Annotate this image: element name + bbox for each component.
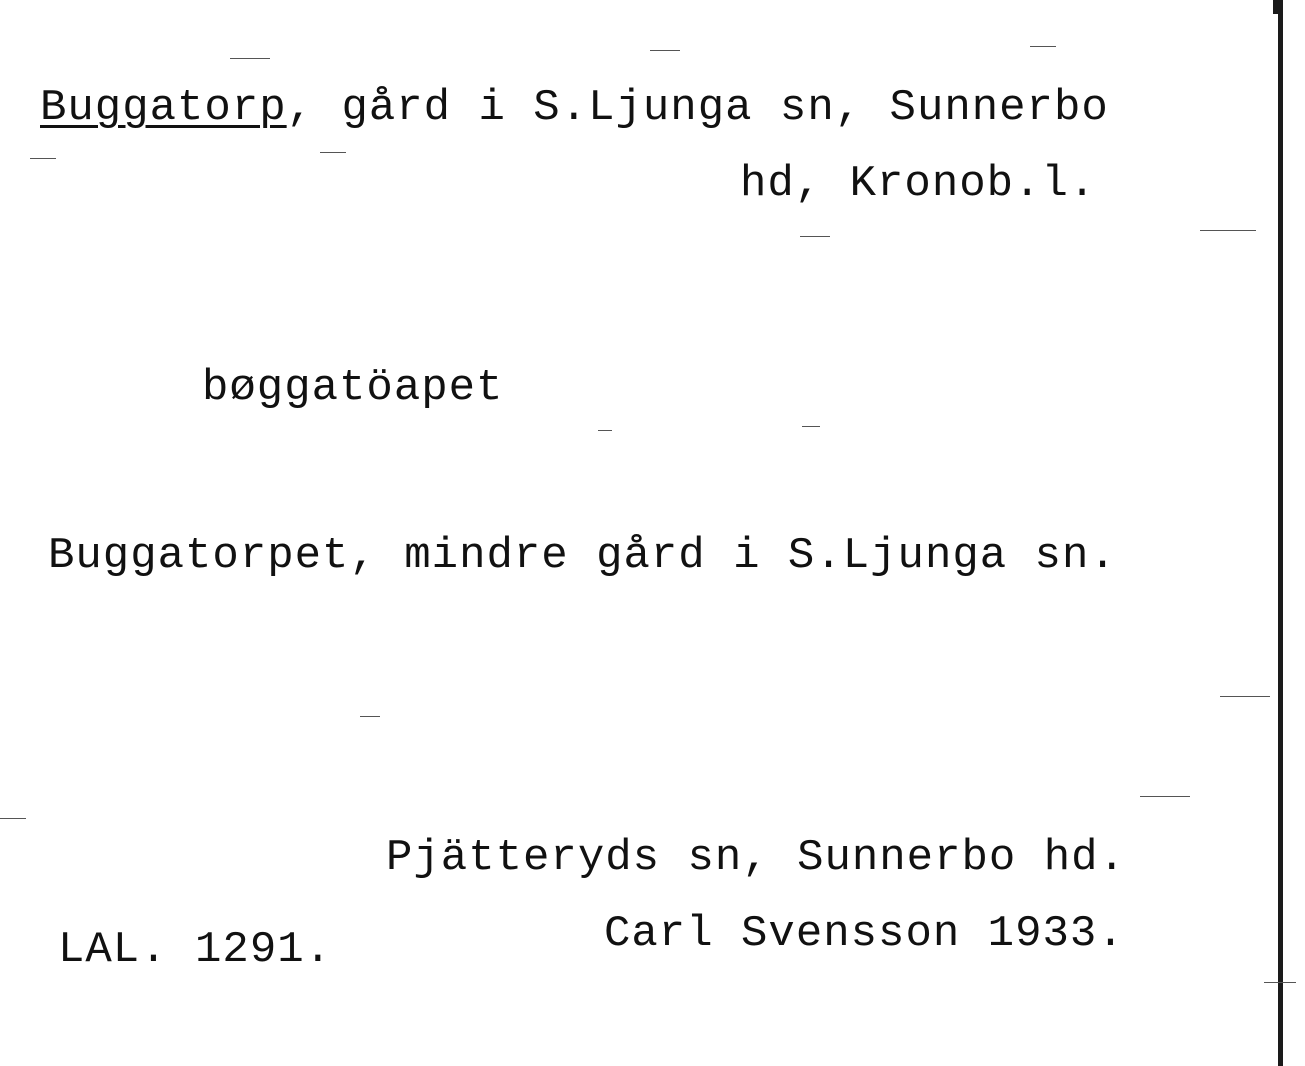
scan-speck [230, 58, 270, 59]
card-edge-line [1278, 0, 1283, 1066]
entry-line-1 [40, 83, 1109, 133]
card-edge-mark [1273, 0, 1281, 14]
pronunciation: bøggatöapet [202, 363, 504, 413]
scan-speck [1264, 982, 1296, 983]
scan-speck [360, 716, 380, 717]
collector-signature: Carl Svensson 1933. [604, 909, 1125, 959]
scan-speck [598, 430, 612, 431]
scan-speck [650, 50, 680, 51]
reference-number: LAL. 1291. [58, 925, 333, 975]
variant-entry: Buggatorpet, mindre gård i S.Ljunga sn. [48, 531, 1117, 581]
scan-speck [1030, 46, 1056, 47]
headword-description: , gård i S.Ljunga sn, Sunnerbo [286, 83, 1109, 133]
headword: Buggatorp [40, 83, 287, 133]
scan-speck [800, 236, 830, 237]
scan-speck [0, 818, 26, 819]
scan-speck [30, 158, 56, 159]
scan-speck [1200, 230, 1256, 231]
scan-speck [320, 152, 346, 153]
parish-location: Pjätteryds sn, Sunnerbo hd. [386, 833, 1126, 883]
entry-line-2: hd, Kronob.l. [740, 159, 1097, 209]
scan-speck [1140, 796, 1190, 797]
scan-speck [802, 426, 820, 427]
scan-speck [1220, 696, 1270, 697]
